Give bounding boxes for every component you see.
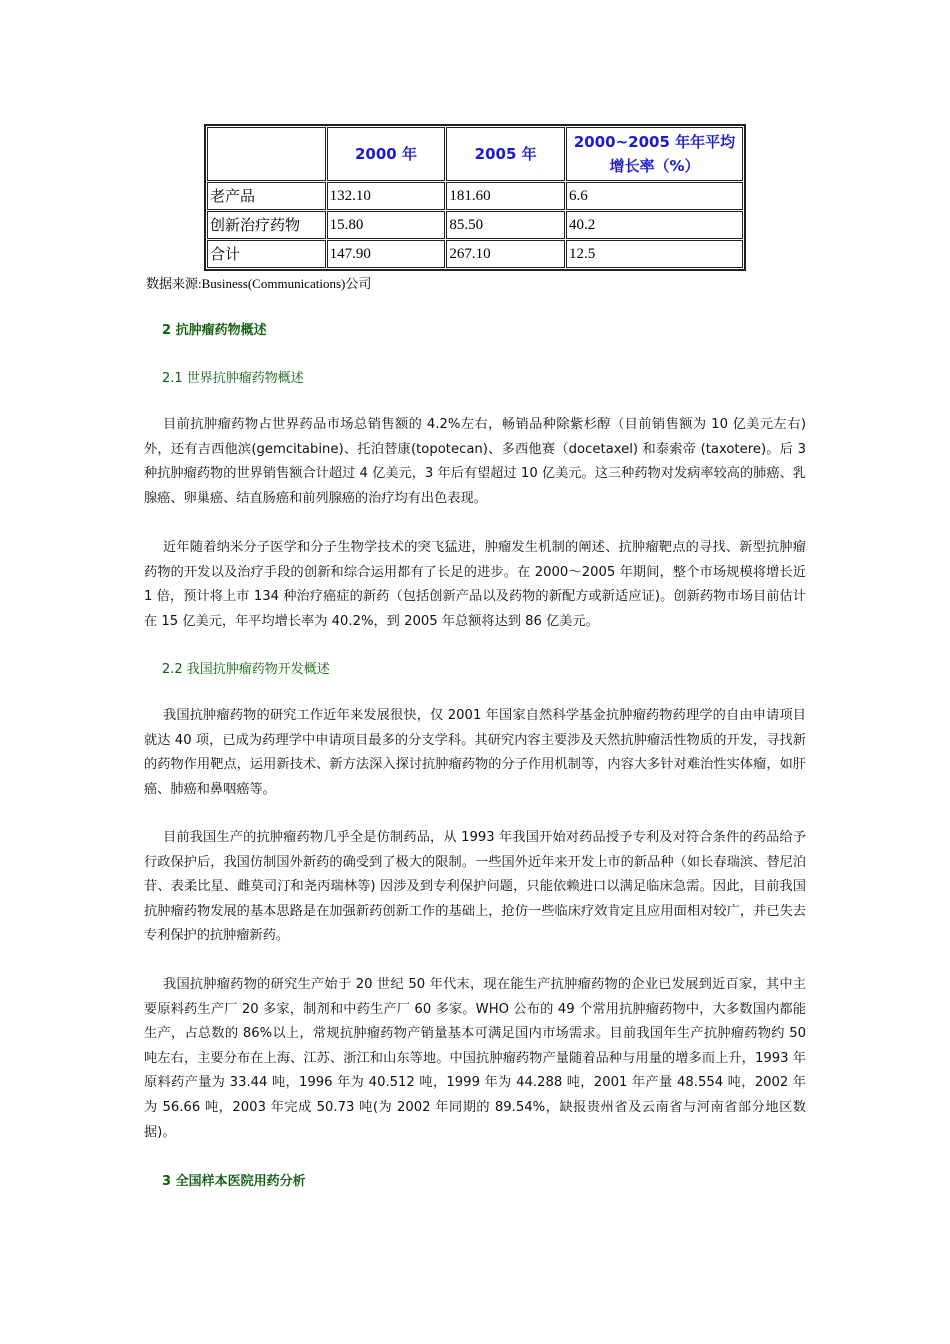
table-header-cell: 2000 年 [327,127,446,181]
table-cell: 6.6 [566,182,743,210]
paragraph: 近年随着纳米分子医学和分子生物学技术的突飞猛进，肿瘤发生机制的阐述、抗肿瘤靶点的寻找、新型抗肿瘤药物的开发以及治疗手段的创新和综合运用都有了长足的进步。在 2000～2005 年期间，整个市场规模将增长近 1 倍，预计将上市 134 种治疗癌症的新药（包括创新产品以及药物的新配方或新适应证)。创新药物市场目前估计在 15 亿美元，年平均增长率为 40.2%，到 2005 年总额将达到 86 亿美元。 [144,540,806,629]
table-cell: 147.90 [327,240,446,268]
table-row [207,211,743,239]
paragraph: 目前我国生产的抗肿瘤药物几乎全是仿制药品，从 1993 年我国开始对药品授予专利及对符合条件的药品给予行政保护后，我国仿制国外新药的确受到了极大的限制。一些国外近年来开发上市的新品种（如长春瑞滨、替尼泊苷、表柔比星、雌莫司汀和尧丙瑞林等) 因涉及到专利保护问题，只能依赖进口以满足临床急需。因此，目前我国抗肿瘤药物发展的基本思路是在加强新药创新工作的基础上，抢仿一些临床疗效肯定且应用面相对较广，并已失去专利保护的抗肿瘤新药。 [144,830,806,944]
table-cell: 15.80 [327,211,446,239]
table-header-cell: 2005 年 [446,127,565,181]
table-cell: 12.5 [566,240,743,268]
table-cell: 老产品 [207,182,326,210]
paragraph: 我国抗肿瘤药物的研究生产始于 20 世纪 50 年代末，现在能生产抗肿瘤药物的企业已发展到近百家，其中主要原料药生产厂 20 多家，制剂和中药生产厂 60 多家。WHO 公布的 49 个常用抗肿瘤药物中，大多数国内都能生产，占总数的 86%以上，常规抗肿瘤药物产销量基本可满足国内市场需求。目前我国年生产抗肿瘤药物约 50 吨左右，主要分布在上海、江苏、浙江和山东等地。中国抗肿瘤药物产量随着品种与用量的增多而上升，1993 年原料药产量为 33.44 吨，1996 年为 40.512 吨，1999 年为 44.288 吨，2001 年产量 48.554 吨，2002 年为 56.66 吨，2003 年完成 50.73 吨(为 2002 年同期的 89.54%，缺报贵州省及云南省与河南省部分地区数据)。 [144,977,806,1140]
section-2-1-heading: 2.1 世界抗肿瘤药物概述 [162,371,304,386]
table-cell: 85.50 [446,211,565,239]
table-cell: 267.10 [446,240,565,268]
section-2-2-heading: 2.2 我国抗肿瘤药物开发概述 [162,662,330,677]
table-header-row [207,127,743,181]
table-cell: 合计 [207,240,326,268]
paragraph: 我国抗肿瘤药物的研究工作近年来发展很快，仅 2001 年国家自然科学基金抗肿瘤药物药理学的自由申请项目就达 40 项，已成为药理学中申请项目最多的分支学科。其研究内容主要涉及天然抗肿瘤活性物质的开发，寻找新的药物作用靶点，运用新技术、新方法深入探讨抗肿瘤药物的分子作用机制等，内容大多针对难治性实体瘤，如肝癌、肺癌和鼻咽癌等。 [144,708,806,797]
table-cell: 40.2 [566,211,743,239]
table-header-cell [207,127,326,181]
market-table [204,124,746,271]
section-2-heading: 2 抗肿瘤药物概述 [162,323,267,338]
paragraph: 目前抗肿瘤药物占世界药品市场总销售额的 4.2%左右，畅销品种除紫杉醇（目前销售额为 10 亿美元左右)外，还有吉西他滨(gemcitabine)、托泊替康(topotecan)、多西他赛（docetaxel) 和泰索帝 (taxotere)。后 3 种抗肿瘤药物的世界销售额合计超过 4 亿美元，3 年后有望超过 10 亿美元。这三种药物对发病率较高的肺癌、乳腺癌、卵巢癌、结直肠癌和前列腺癌的治疗均有出色表现。 [144,417,806,506]
table-cell: 132.10 [327,182,446,210]
table-header-cell: 2000~2005 年年平均增长率（%） [566,127,743,181]
section-3-heading: 3 全国样本医院用药分析 [162,1174,306,1189]
table-row [207,182,743,210]
data-source-note: 数据来源:Business(Communications)公司 [146,276,372,291]
table-row [207,240,743,268]
table-cell: 181.60 [446,182,565,210]
table-cell: 创新治疗药物 [207,211,326,239]
